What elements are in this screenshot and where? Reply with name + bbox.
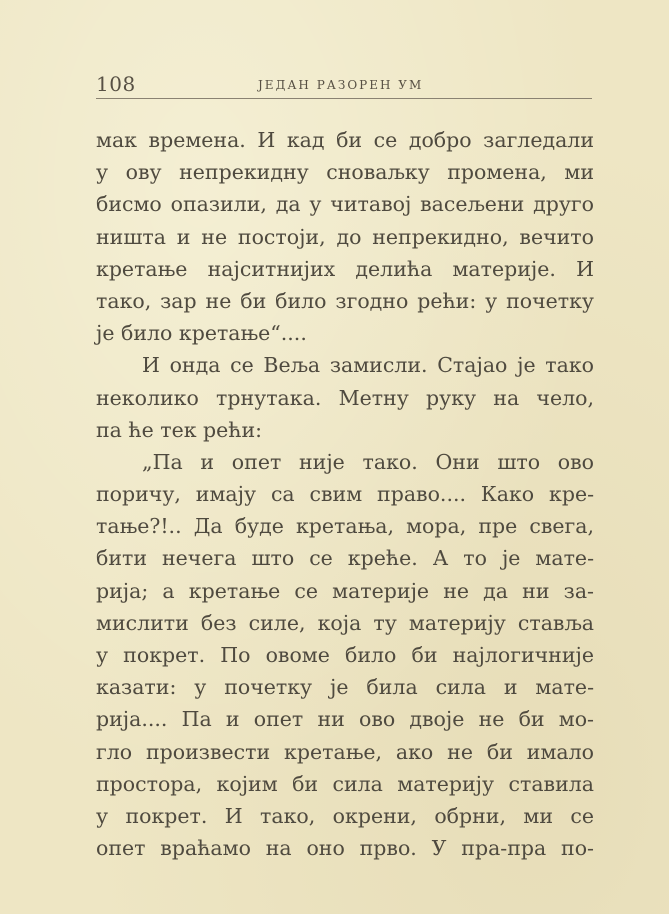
text-line: тако, зар не би било згодно рећи: у почетку bbox=[96, 288, 594, 313]
text-line: И онда се Веља замисли. Стајао је тако bbox=[142, 353, 594, 378]
text-line: казати: у почетку је била сила и мате- bbox=[96, 675, 594, 700]
text-line: гло произвести кретање, ако не би имало bbox=[96, 739, 594, 764]
text-line: бити нечега што се креће. А то је мате- bbox=[96, 546, 594, 571]
text-line: ништа и не постоји, до непрекидно, вечито bbox=[96, 224, 594, 249]
text-line: тање?!.. Да буде кретања, мора, пре свега, bbox=[96, 514, 594, 539]
text-line: мислити без силе, која ту материју ставља bbox=[96, 610, 594, 635]
text-line: рија.... Па и опет ни ово двоје не би мо- bbox=[96, 707, 594, 732]
text-line: па ће тек рећи: bbox=[96, 417, 263, 442]
text-line: у ову непрекидну сноваљку промена, ми bbox=[96, 160, 594, 185]
text-line: простора, којим би сила материју ставила bbox=[96, 771, 594, 796]
paragraph bbox=[96, 349, 594, 446]
text-line: у покрет. По овоме било би најлогичније bbox=[96, 643, 594, 667]
page-number: 108 bbox=[96, 72, 136, 96]
running-title: ЈЕДАН РАЗОРЕН УМ bbox=[258, 78, 424, 92]
text-line: бисмо опазили, да у читавој васељени друго bbox=[96, 192, 594, 217]
text-line: опет враћамо на оно прво. У пра-пра по- bbox=[96, 836, 594, 861]
text-line: је било кретање“.... bbox=[96, 321, 307, 346]
text-line: кретање најситнијих делића материје. И bbox=[96, 256, 594, 281]
text-line: мак времена. И кад би се добро загледали bbox=[96, 128, 594, 152]
text-line: поричу, имају са свим право.... Како кре- bbox=[96, 482, 594, 507]
text-line: рија; а кретање се материје не да ни за- bbox=[96, 578, 594, 603]
page-header bbox=[96, 72, 592, 99]
text-line: неколико трнутака. Метну руку на чело, bbox=[96, 385, 594, 410]
text-line: „Па и опет није тако. Они што ово bbox=[142, 449, 594, 474]
body-text bbox=[96, 124, 594, 864]
paragraph bbox=[96, 446, 594, 864]
text-line: у покрет. И тако, окрени, обрни, ми се bbox=[96, 803, 594, 828]
paragraph bbox=[96, 124, 594, 349]
